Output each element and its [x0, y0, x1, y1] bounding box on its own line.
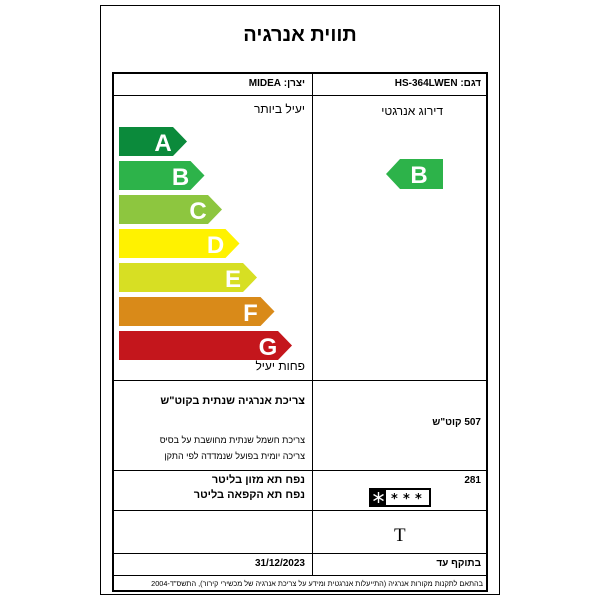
divider-validity: [114, 575, 486, 576]
divider-scale: [114, 380, 486, 381]
energy-class-e: [119, 263, 259, 292]
manufacturer-label: יצרן: MIDEA: [248, 78, 305, 89]
model-label: דגם: HS-364LWEN: [394, 78, 481, 89]
energy-class-bar: [119, 161, 205, 190]
snowflake-three-stars-icon: [369, 488, 431, 507]
consumption-value: 507 קוט"ש: [432, 417, 481, 428]
energy-class-letter: C: [189, 198, 207, 224]
scale-bottom-label: פחות יעיל: [255, 359, 305, 373]
consumption-title: צריכת אנרגיה שנתית בקוט"ש: [160, 395, 305, 407]
fresh-volume-label: נפח תא מזון בליטר: [211, 474, 305, 486]
energy-class-letter: B: [171, 164, 190, 190]
rating-arrow: [386, 159, 444, 189]
divider-consumption: [114, 470, 486, 471]
fresh-volume-value: 281: [464, 475, 481, 486]
energy-class-letter: D: [206, 232, 225, 258]
consumption-note-line2: צריכה יומית בפועל שנמדדה לפי התקן: [164, 451, 305, 461]
energy-class-g: [119, 331, 294, 360]
validity-label: בתוקף עד: [436, 558, 481, 569]
rating-label: דירוג אנרגטי: [381, 104, 443, 118]
climate-symbol: T: [394, 525, 406, 546]
regulation-footer: בהתאם לתקנות מקורות אנרגיה (התייעלות אנרגטית ומידע על צריכת אנרגיה של מכשירי קירור), התשס"ד-2004: [151, 579, 483, 588]
energy-class-letter: A: [154, 130, 172, 156]
rating-letter: B: [410, 162, 428, 189]
energy-class-letter: F: [243, 300, 258, 326]
energy-class-a: [119, 127, 189, 156]
consumption-note-line1: צריכת חשמל שנתית מחושבת על בסיס: [159, 435, 305, 445]
svg-text:*: *: [415, 492, 422, 505]
energy-class-b: [119, 161, 207, 190]
energy-class-f: [119, 297, 277, 326]
column-divider: [312, 74, 313, 575]
energy-class-d: [119, 229, 242, 258]
label-title: תווית אנרגיה: [243, 24, 357, 46]
energy-class-c: [119, 195, 224, 224]
validity-date: 31/12/2023: [254, 558, 305, 569]
divider-climate: [114, 553, 486, 554]
energy-class-bar: [119, 127, 187, 156]
scale-top-label: יעיל ביותר: [253, 102, 305, 116]
freezer-volume-label: נפח תא הקפאה בליטר: [193, 489, 305, 501]
divider-volume: [114, 510, 486, 511]
energy-class-letter: E: [224, 266, 242, 292]
divider-header: [114, 95, 486, 96]
svg-text:*: *: [391, 492, 398, 505]
label-table: [112, 72, 488, 592]
svg-text:*: *: [403, 492, 410, 505]
energy-class-letter: G: [258, 334, 278, 360]
